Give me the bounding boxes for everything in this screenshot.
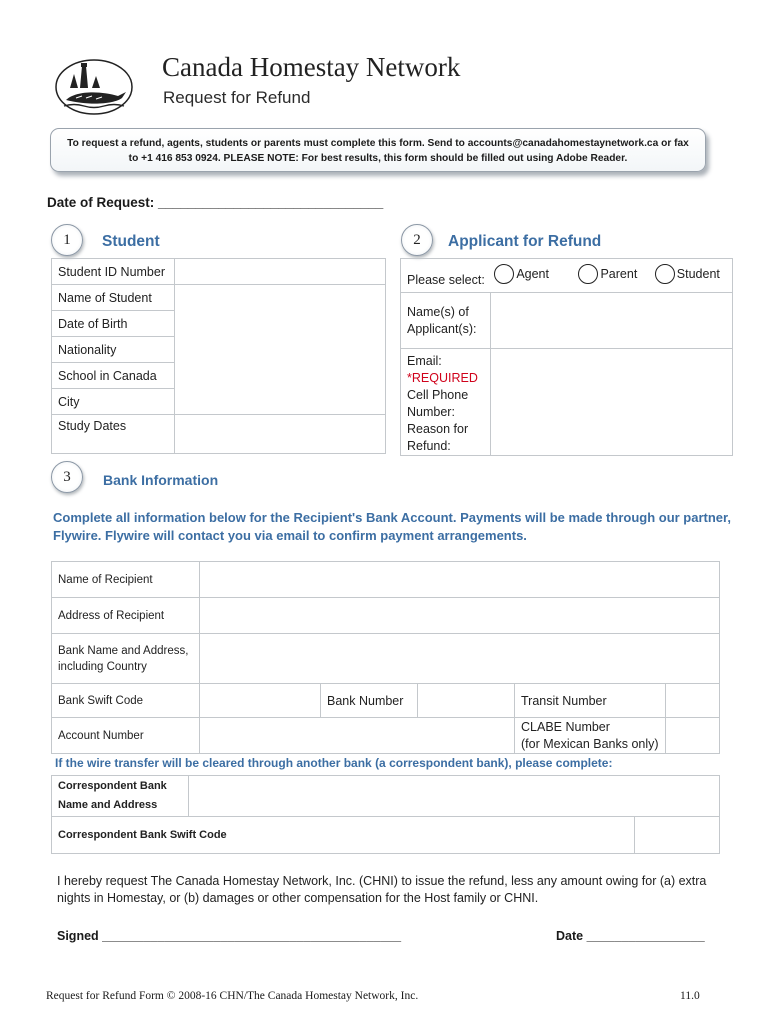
account-number-label: Account Number [52,718,200,754]
date-of-birth-label: Date of Birth [52,311,175,337]
section-number-3: 3 [51,461,83,493]
radio-student-label: Student [676,267,720,281]
refund-declaration: I hereby request The Canada Homestay Network, Inc. (CHNI) to issue the refund, less any amount owing for (a) extra nights in Homestay, or (b) damages or other compensation for the Host family or CHNI. [57,874,707,905]
student-name-label: Name of Student [52,285,175,311]
city-label: City [52,389,175,415]
date-of-request-field[interactable]: Date of Request: ______________________________ [47,195,384,210]
cell-phone-label: Cell Phone Number: [407,388,469,419]
bank-number-label: Bank Number [321,684,418,718]
recipient-address-label: Address of Recipient [52,598,200,634]
radio-parent-circle[interactable] [578,264,598,284]
clabe-note: (for Mexican Banks only) [521,736,659,751]
correspondent-swift-input[interactable] [634,817,719,854]
applicant-info-table [400,258,733,456]
swift-code-input[interactable] [200,684,321,718]
student-details-input[interactable] [175,285,386,415]
please-select-label: Please select: [407,273,485,287]
bank-number-input[interactable] [418,684,515,718]
applicant-contact-input[interactable] [491,349,733,456]
student-section-heading: Student [102,233,160,250]
radio-parent[interactable] [578,264,637,284]
student-id-label: Student ID Number [52,259,175,285]
footer-version: 11.0 [680,990,700,1002]
clabe-number-input[interactable] [665,718,719,754]
section-number-2: 2 [401,224,433,256]
radio-student[interactable] [655,264,720,284]
radio-agent-circle[interactable] [494,264,514,284]
bank-instructions: Complete all information below for the Recipient's Bank Account. Payments will be made through our partner, Flywire. Flywire will contact you via email to confirm payment arrangements. [53,510,731,543]
student-info-table [51,258,386,454]
section-number-1: 1 [51,224,83,256]
bank-section-heading: Bank Information [103,472,219,488]
required-marker: *REQUIRED [407,371,478,385]
clabe-number-label: CLABE Number [521,719,610,734]
correspondent-bank-label: Correspondent Bank Name and Address [52,776,189,817]
radio-student-circle[interactable] [655,264,675,284]
recipient-name-input[interactable] [200,562,720,598]
reason-label: Reason for Refund: [407,422,469,453]
signature-field[interactable]: Signed ___________________________________________ [57,929,402,943]
loon-lighthouse-logo-icon [52,58,136,116]
correspondent-bank-input[interactable] [189,776,720,817]
bank-name-address-label: Bank Name and Address, including Country [52,634,200,684]
transit-number-label: Transit Number [515,684,666,718]
footer-copyright: Request for Refund Form © 2008-16 CHN/The Canada Homestay Network, Inc. [46,990,419,1002]
nationality-label: Nationality [52,337,175,363]
radio-parent-label: Parent [600,267,638,281]
correspondent-bank-table [51,775,720,854]
applicant-names-input[interactable] [491,293,733,349]
radio-agent-label: Agent [516,267,549,281]
bank-info-table [51,561,720,754]
student-id-input[interactable] [175,259,386,285]
account-number-input[interactable] [200,718,515,754]
recipient-address-input[interactable] [200,598,720,634]
recipient-name-label: Name of Recipient [52,562,200,598]
study-dates-input[interactable] [175,415,386,454]
document-title: Canada Homestay Network [162,52,461,82]
transit-number-input[interactable] [665,684,719,718]
study-dates-label: Study Dates [52,415,175,454]
document-subtitle: Request for Refund [163,88,311,107]
signature-date-field[interactable]: Date _________________ [556,929,705,943]
school-label: School in Canada [52,363,175,389]
applicant-names-label: Name(s) of Applicant(s): [401,293,491,349]
radio-agent[interactable] [494,264,549,284]
email-label: Email: [407,354,442,368]
bank-name-address-input[interactable] [200,634,720,684]
correspondent-bank-note: If the wire transfer will be cleared through another bank (a correspondent bank), please complete: [55,756,613,770]
instructions-notice: To request a refund, agents, students or parents must complete this form. Send to accounts@canadahomestaynetwork.ca or fax to +1 416 853 0924. PLEASE NOTE: For best results, this form should be filled out using Adobe Reader. [50,128,706,172]
correspondent-swift-label: Correspondent Bank Swift Code [52,817,635,854]
applicant-section-heading: Applicant for Refund [448,233,602,250]
swift-code-label: Bank Swift Code [52,684,200,718]
